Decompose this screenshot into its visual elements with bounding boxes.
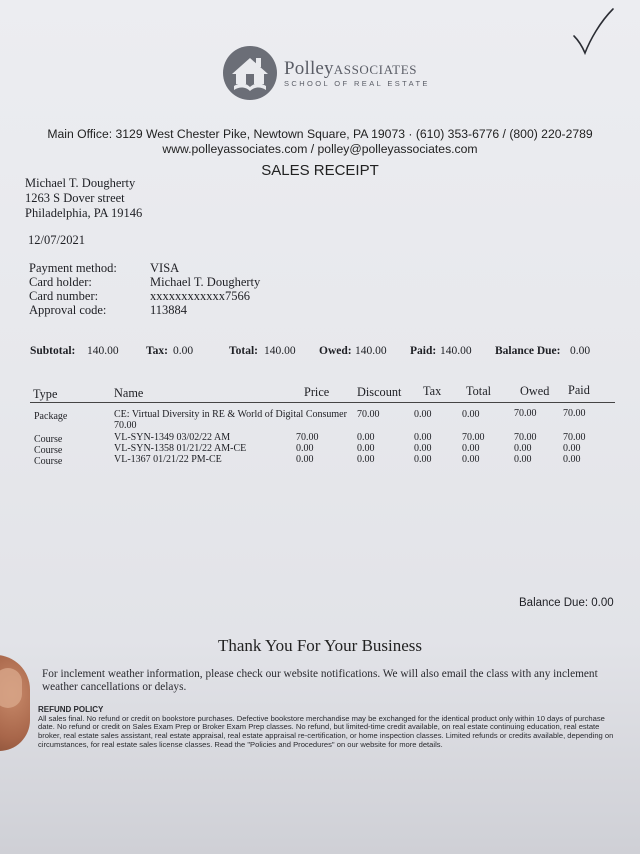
refund-policy-text: All sales final. No refund or credit on bookstore purchases. Defective bookstore merchandise may be exchanged for the identical product only within 10 days of purchase date. No refund or credit on Sales Exam Prep or Broker Exam Prep classes. No refund, but limited-time credit available, on real estate continuing education, real estate broker, real estate sales assistant, real estate appraisal, real estate appraisal re-certification, or home inspection classes. Limited refunds or credits available, depending on circumstances, for real estate sales license classes. Read the "Policies and Procedures" on our website for more details. — [38, 713, 614, 749]
col-header-total: Total — [466, 384, 492, 398]
brand-subtitle: SCHOOL OF REAL ESTATE — [284, 79, 430, 88]
tax-value: 0.00 — [173, 345, 194, 357]
paid-label: Paid: — [410, 345, 437, 357]
course-name: VL-SYN-1349 03/02/22 AM — [114, 432, 231, 443]
card-number-value: xxxxxxxxxxxx7566 — [150, 289, 250, 303]
brand-name-associates: ASSOCIATES — [333, 62, 418, 77]
owed-value: 140.00 — [355, 345, 387, 357]
col-header-tax: Tax — [423, 384, 442, 398]
receipt-date: 12/07/2021 — [28, 233, 85, 247]
course-total: 70.00 — [462, 432, 485, 443]
table-header-rule — [30, 402, 615, 403]
course-name: VL-SYN-1358 01/21/22 AM-CE — [114, 443, 247, 454]
subtotal-label: Subtotal: — [30, 345, 76, 357]
total-value: 140.00 — [264, 345, 296, 357]
balance-due-value: 0.00 — [570, 345, 591, 357]
package-total: 0.00 — [462, 409, 480, 420]
course-paid: 70.00 — [563, 432, 586, 443]
course-total: 0.00 — [462, 454, 480, 465]
approval-code-value: 113884 — [150, 303, 188, 317]
balance-due-label: Balance Due: — [495, 345, 561, 357]
package-discount: 70.00 — [357, 409, 380, 420]
office-address: Main Office: 3129 West Chester Pike, Newtown Square, PA 19073 · (610) 353-6776 / (800) 220-2789 — [47, 127, 593, 141]
card-holder-value: Michael T. Dougherty — [150, 275, 261, 289]
course-discount: 0.00 — [357, 443, 375, 454]
course-owed: 70.00 — [514, 432, 537, 443]
owed-label: Owed: — [319, 345, 352, 357]
course-price: 0.00 — [296, 443, 314, 454]
package-type: Package — [34, 411, 68, 422]
course-price: 70.00 — [296, 432, 319, 443]
package-owed: 70.00 — [514, 408, 537, 419]
col-header-price: Price — [304, 385, 330, 399]
customer-city: Philadelphia, PA 19146 — [25, 206, 143, 220]
col-header-owed: Owed — [520, 384, 550, 398]
course-type: Course — [34, 456, 63, 467]
package-paid: 70.00 — [563, 408, 586, 419]
course-owed: 0.00 — [514, 454, 532, 465]
course-name: VL-1367 01/21/22 PM-CE — [114, 454, 222, 465]
col-header-type: Type — [33, 387, 58, 401]
brand-name-main: Polley — [284, 58, 334, 79]
approval-code-label: Approval code: — [29, 303, 107, 317]
course-owed: 0.00 — [514, 443, 532, 454]
course-discount: 0.00 — [357, 432, 375, 443]
company-logo — [222, 44, 430, 102]
course-discount: 0.00 — [357, 454, 375, 465]
house-book-logo-icon — [222, 44, 278, 102]
card-holder-label: Card holder: — [29, 275, 92, 289]
weather-notice: For inclement weather information, please check our website notifications. We will also email the class with any inclement weather cancellations or delays. — [42, 668, 598, 693]
course-tax: 0.00 — [414, 454, 432, 465]
customer-name: Michael T. Dougherty — [25, 176, 136, 190]
col-header-discount: Discount — [357, 385, 402, 399]
balance-due-footer: Balance Due: 0.00 — [519, 597, 614, 609]
handwritten-checkmark — [570, 6, 616, 58]
package-price: 70.00 — [114, 420, 137, 431]
course-price: 0.00 — [296, 454, 314, 465]
course-tax: 0.00 — [414, 443, 432, 454]
refund-policy-heading: REFUND POLICY — [38, 705, 104, 714]
customer-street: 1263 S Dover street — [25, 191, 125, 205]
payment-method-label: Payment method: — [29, 261, 117, 275]
package-name: CE: Virtual Diversity in RE & World of Digital Consumer — [114, 409, 347, 420]
paid-value: 140.00 — [440, 345, 472, 357]
course-paid: 0.00 — [563, 443, 581, 454]
thank-you-message: Thank You For Your Business — [217, 636, 423, 655]
tax-label: Tax: — [146, 345, 168, 357]
thumb-nail — [0, 668, 22, 708]
course-type: Course — [34, 445, 63, 456]
course-type: Course — [34, 434, 63, 445]
course-total: 0.00 — [462, 443, 480, 454]
website-email: www.polleyassociates.com / polley@polleyassociates.com — [162, 142, 478, 156]
course-tax: 0.00 — [414, 432, 432, 443]
refund-policy — [38, 706, 623, 750]
col-header-name: Name — [114, 386, 144, 400]
card-number-label: Card number: — [29, 289, 99, 303]
col-header-paid: Paid — [568, 383, 590, 397]
package-tax: 0.00 — [414, 409, 432, 420]
payment-method-value: VISA — [150, 261, 180, 275]
course-paid: 0.00 — [563, 454, 581, 465]
subtotal-value: 140.00 — [87, 345, 119, 357]
total-label: Total: — [229, 345, 258, 357]
receipt-title: SALES RECEIPT — [261, 162, 379, 179]
